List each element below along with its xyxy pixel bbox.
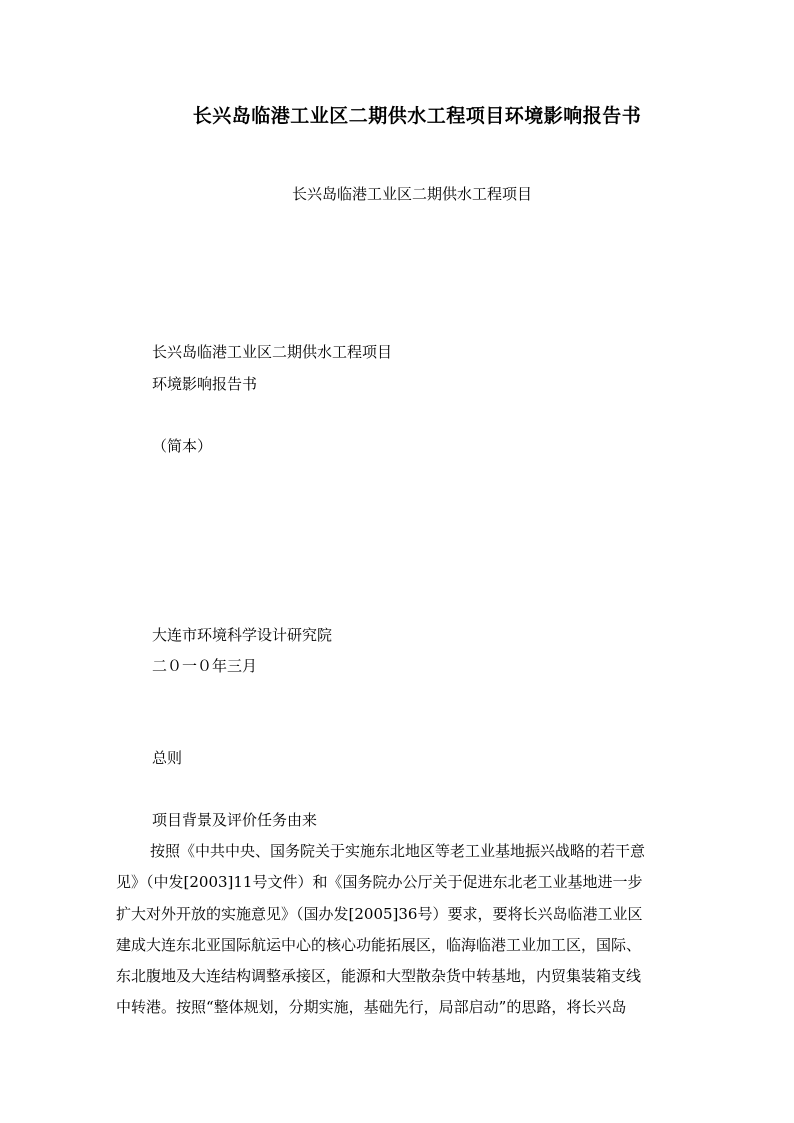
paragraph-line: 中转港。按照“整体规划，分期实施，基础先行，局部启动”的思路，将长兴岛 — [116, 998, 627, 1016]
cover-edition: （简本） — [152, 437, 213, 455]
cover-organization: 大连市环境科学设计研究院 — [152, 626, 333, 644]
paragraph-line: 东北腹地及大连结构调整承接区，能源和大型散杂货中转基地，内贸集装箱支线 — [116, 967, 642, 985]
cover-date: 二０一０年三月 — [152, 657, 258, 675]
cover-report-type: 环境影响报告书 — [152, 375, 258, 393]
paragraph-line: 建成大连东北亚国际航运中心的核心功能拓展区，临海临港工业加工区，国际、 — [116, 936, 642, 954]
subsection-heading: 项目背景及评价任务由来 — [152, 811, 318, 829]
document-subtitle: 长兴岛临港工业区二期供水工程项目 — [291, 185, 532, 203]
document-title: 长兴岛临港工业区二期供水工程项目环境影响报告书 — [192, 105, 642, 127]
cover-project-name: 长兴岛临港工业区二期供水工程项目 — [152, 343, 393, 361]
section-heading: 总则 — [152, 749, 183, 767]
paragraph-line: 按照《中共中央、国务院关于实施东北地区等老工业基地振兴战略的若干意 — [150, 842, 646, 860]
paragraph-line: 见》（中发[2003]11号文件）和《国务院办公厅关于促进东北老工业基地进一步 — [116, 873, 643, 891]
paragraph-line: 扩大对外开放的实施意见》（国办发[2005]36号）要求，要将长兴岛临港工业区 — [116, 905, 643, 923]
